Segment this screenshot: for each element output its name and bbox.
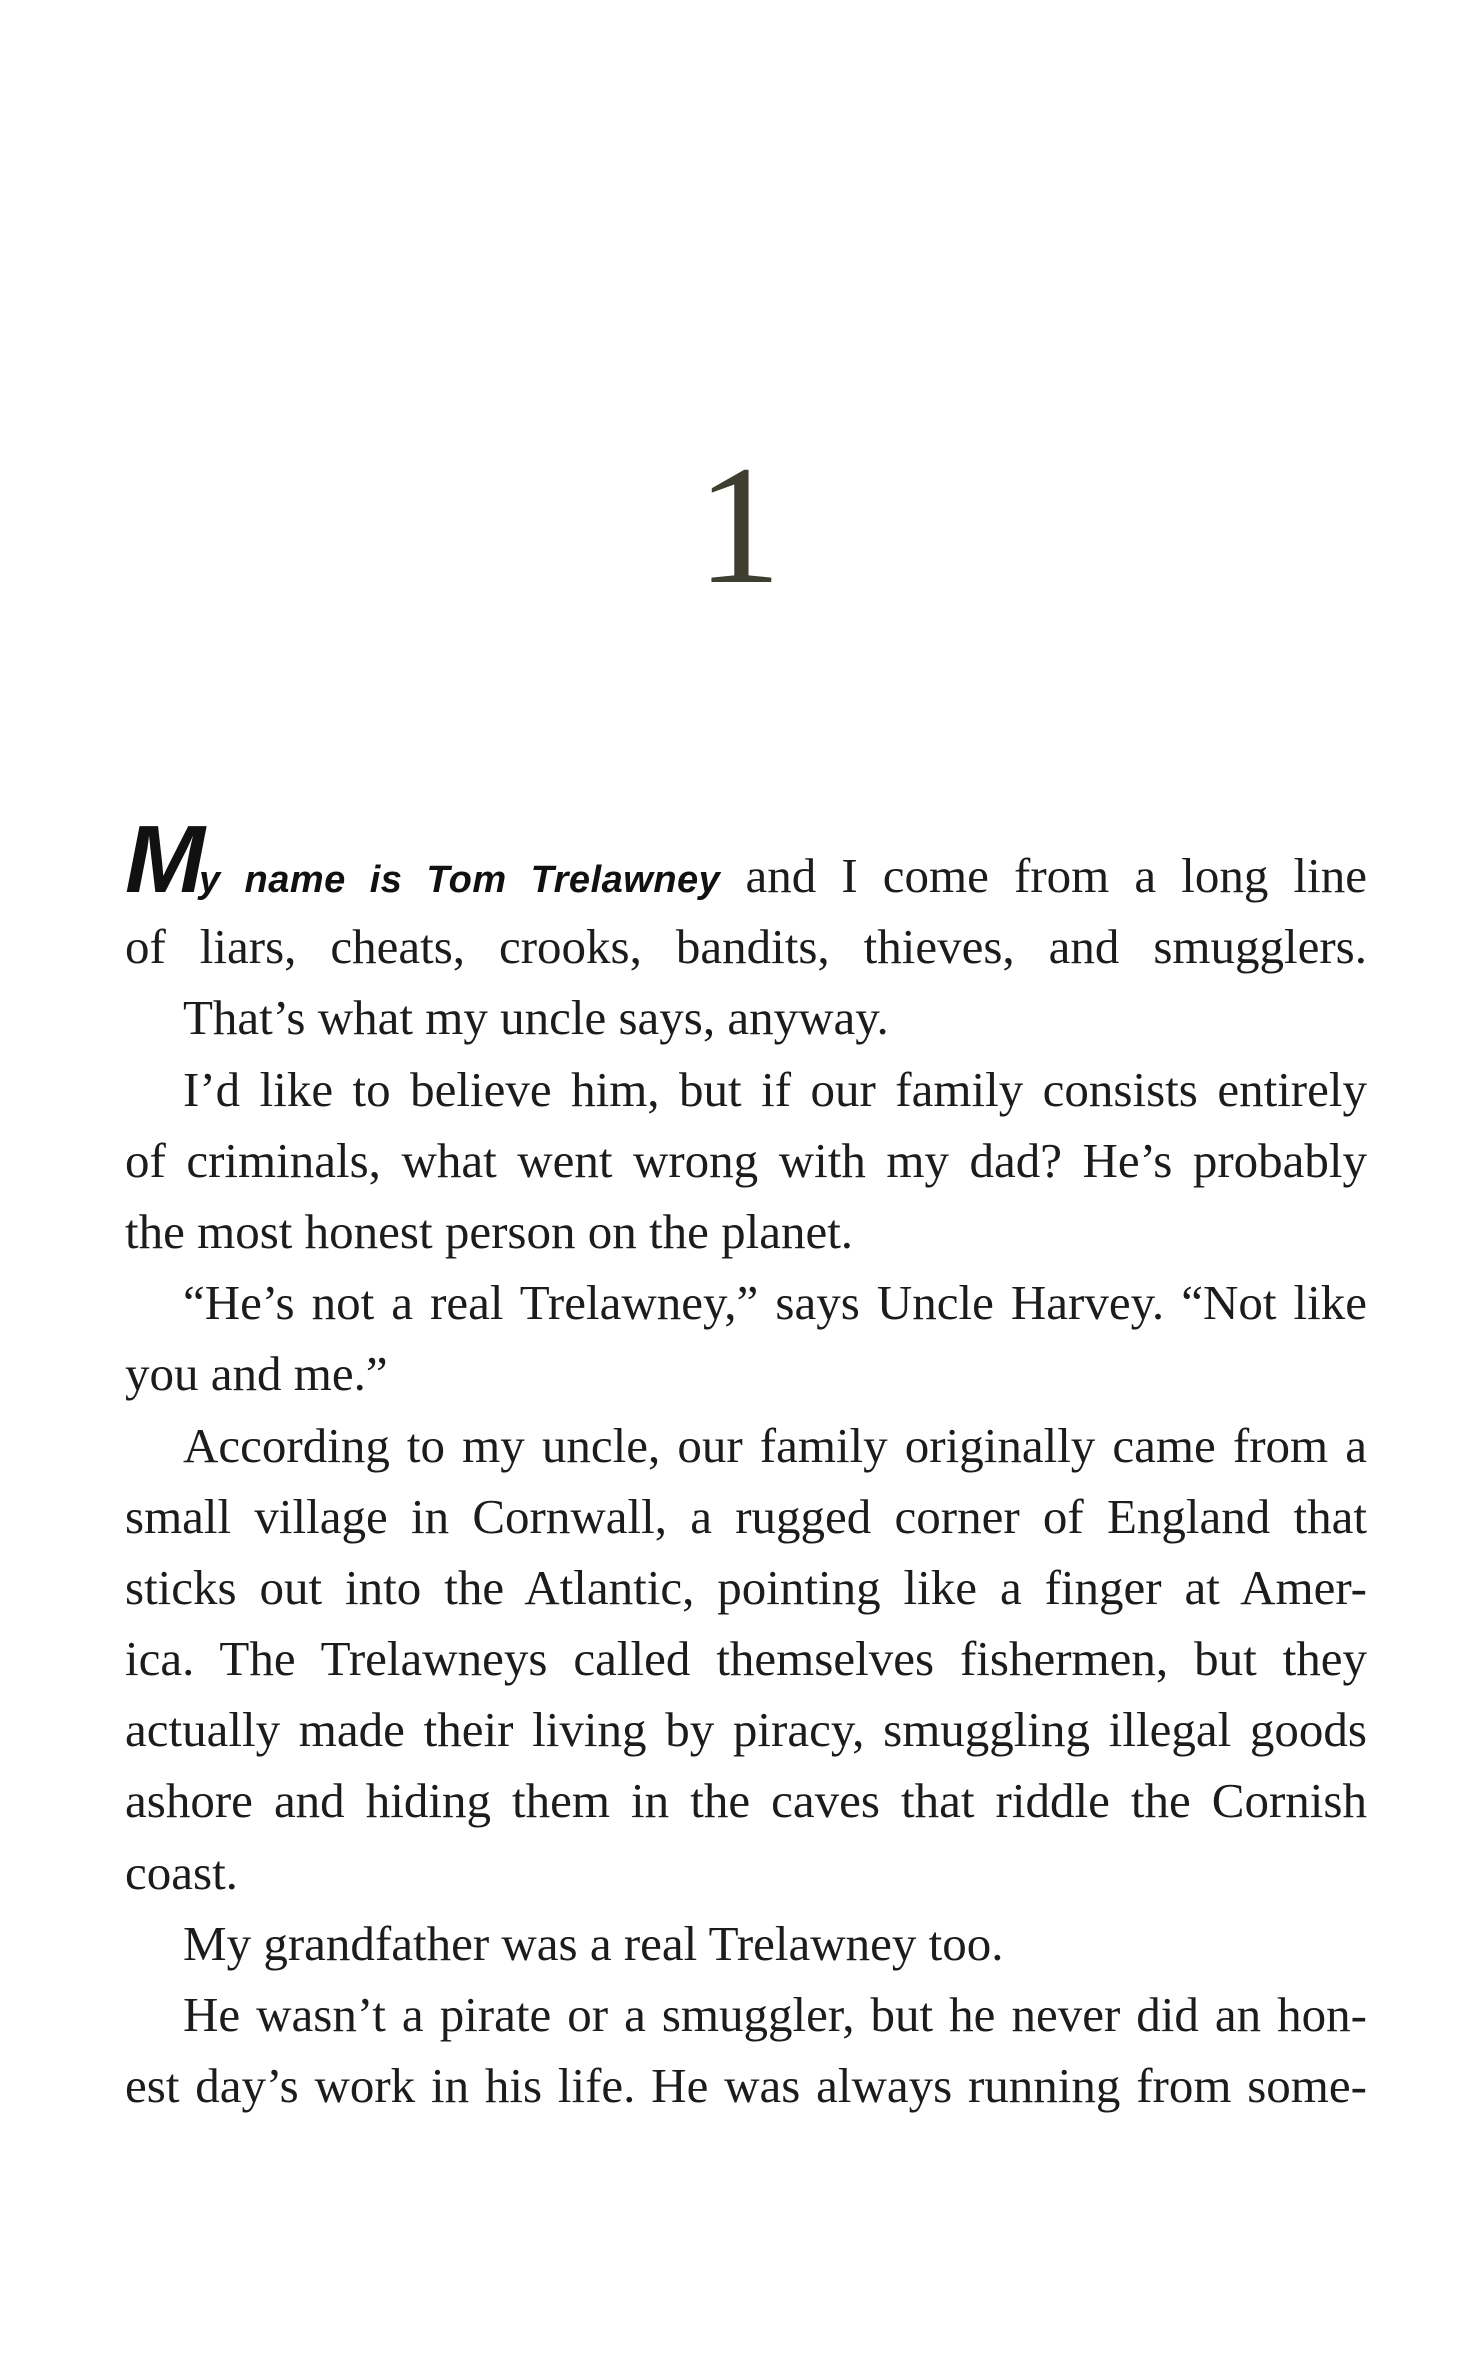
text-line: “He’s not a real Trelawney,” says Uncle Harvey. “Not like [183,1275,1367,1331]
text-line: est day’s work in his life. He was always running from some- [125,2058,1367,2114]
opening-line: My name is Tom Trelawney and I come from a long line [125,806,1368,913]
body-text [125,806,1368,2121]
text-line: of criminals, what went wrong with my dad? He’s probably [125,1132,1367,1188]
text-line: sticks out into the Atlantic, pointing like a finger at Amer- [125,1559,1367,1615]
text-line: small village in Cornwall, a rugged corner of England that [125,1488,1367,1544]
opening-line-rest: and I come from a long line [745,848,1368,903]
text-line: According to my uncle, our family originally came from a [183,1417,1367,1473]
text-line: He wasn’t a pirate or a smuggler, but he never did an hon- [183,1987,1367,2042]
text-line: My grandfather was a real Trelawney too. [183,1915,1004,1971]
text-line: That’s what my uncle says, anyway. [183,990,889,1046]
text-line: of liars, cheats, crooks, bandits, thieves, and smugglers. [125,919,1367,975]
text-line: you and me.” [125,1346,388,1402]
text-line: coast. [125,1844,238,1900]
text-line: the most honest person on the planet. [125,1203,854,1259]
lead-in-text: y name is Tom Trelawney [198,859,721,901]
chapter-number: 1 [696,431,782,619]
text-line: ashore and hiding them in the caves that riddle the Cornish [125,1773,1367,1829]
text-line: I’d like to believe him, but if our family consists entirely [183,1061,1367,1117]
text-line: ica. The Trelawneys called themselves fishermen, but they [125,1631,1367,1687]
text-line: actually made their living by piracy, smuggling illegal goods [125,1702,1367,1758]
